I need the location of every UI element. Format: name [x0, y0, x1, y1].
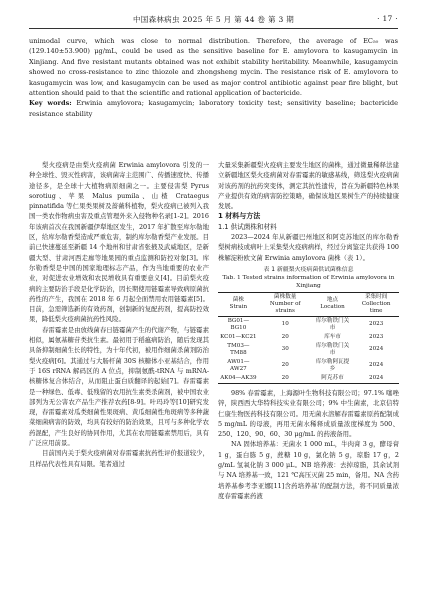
table-row: KC01—KC21 20 库车市 2023 — [220, 333, 384, 340]
keywords-text: Erwinia amylovora; kasugamycin; laboratory toxicity test; sensitivity baseline; bactericide resistance stability — [29, 99, 398, 118]
header-cell: 采集时间 Collection time — [361, 293, 391, 314]
right-paragraph-strains: 2023—2024 年从新疆巴州地区和阿克苏地区的库尔勒香梨树病枝或病叶上采集梨火疫病病样，经过分离鉴定共获得 100 株解淀粉欧文菌 Erwinia amylovora 菌株（表 1）。 — [218, 233, 399, 262]
header-rule — [29, 28, 398, 29]
page-number: · 17 · — [377, 14, 398, 23]
left-paragraph-3: 目前国内关于梨火疫病菌对春雷霉素抗药性评价报道较少，且样品代表性具有局限。笔者通过 — [29, 449, 209, 468]
section-title: 1 材料与方法 — [218, 212, 261, 221]
table-row: AW01—AW27 20 库尔勒阿瓦提乡 2024 — [227, 358, 384, 372]
right-paragraph-media: NA 固体培养基：无菌水 1 000 mL，牛肉膏 3 g，酵母膏 1 g，蛋白胨 5 g，蔗糖 10 g，氯化钠 5 g，琼脂 17 g，2 g/mL 氢氧化钠 3 000 μL。NB 培养液：去掉琼脂，其余试剂与 NA 培养基一致，121 ℃高压灭菌 25 min，备用。NA 含药培养基参考李亚娜[11]含药培养基'的配制方法，将不同质量浓度春雷霉素药液 — [218, 440, 399, 500]
table-row: TM03—TM88 30 库尔勒铁门关市 2024 — [227, 342, 384, 356]
table-row: BG01—BG10 10 库尔勒铁门关市 2023 — [227, 317, 384, 331]
strain-table-block — [218, 266, 399, 384]
header-cell: 地点 Location — [320, 297, 345, 311]
table-header-row — [218, 292, 399, 316]
right-column — [218, 160, 399, 501]
header-cell: 菌株数量 Number of strains — [269, 293, 301, 314]
table-caption-cn: 表 1 新疆梨火疫病菌供试菌株信息 — [263, 266, 354, 273]
subsection-title: 1.1 供试菌株和材料 — [218, 222, 277, 231]
strain-table — [218, 292, 399, 384]
header-cell: 菌株 Strain — [229, 297, 248, 311]
keywords-line — [29, 98, 398, 119]
right-paragraph-intro: 大量采集新疆梨火疫病主要发生地区的菌株，通过微量稀释法建立新疆地区梨火疫病菌对春雷霉素的敏感基线，筛选梨火疫病菌对该药剂的抗药突变体，测定其抗性遗传，旨在为新疆特色林果产业提供有效的病害防控策略，确保该地区果树生产的持续健康发展。 — [218, 161, 399, 211]
left-paragraph-2: 春雷霉素是由放线菌春日链霉菌产生的代谢产物，与链霉素相似，属氨基糖苷类抗生素。最初用于稻瘟病防治，随后发现其具备抑制细菌生长的特性，为十年代初，被用作细菌杀菌剂防治梨火疫病[6]。其通过与大肠杆菌 30S 核糖体小亚基结合，作用于 16S rRNA 解码区的 A 位点，抑制氨酰-tRNA 与 mRNA-核糖体复合体结合，从而阻止蛋白质翻译的起始[7]。春雷霉素是一种绿色、低毒、低残留的农用抗生素类杀菌剂，被中国农业部列为无公害农产品生产推荐农药[8-9]。叶玛玲等[10]研究发现，春雷霉素对瓜类细菌性果斑病、黄瓜细菌性角斑病等多种蔬菜细菌病害的防效，均具有较好的防治效果，且可与多种化学农药混配，产生良好的协同作用，尤其在农用链霉素禁用后，具有广泛应用前景。 — [29, 325, 209, 448]
running-title: 中国森林病虫 2025 年 5 月 第 44 卷 第 3 期 — [132, 15, 294, 24]
abstract-block — [29, 36, 398, 119]
abstract-text: unimodal curve, which was close to normal distribution. Therefore, the average of EC₅₀ was (129.140±53.900) μg/mL, could be used as the sensitive baseline for E. amylovora to kasugamycin in Xinjiang. And five resistant mutants obtained was not exhibit stability heritability. Meanwhile, kasugamycin showed no cross-resistance to zinc thiozole and zhongsheng mycin. The resistance risk of E. amylovora to kasugamycin was low, and kasugamycin can be used as major control antibiotic against pear fire blight, but attention should paid to that the scientific and rational application of bactericide. — [29, 37, 398, 98]
left-column — [29, 160, 209, 469]
table-caption-en: Tab. 1 Tested strains information of Erwinia amylovora in Xinjiang — [222, 274, 395, 289]
running-header — [29, 14, 398, 26]
left-paragraph-1: 梨火疫病是由梨火疫病菌 Erwinia amylovora 引发的一种全球性、毁灭性病害，该病菌寄主范围广、传播速度快、传播途径多，是全球十大植物病原细菌之一。主要侵害梨 Pyrus sorotiug、苹果 Malus pumila、山楂 Crataegus pinnatifida 等仁果类果树及蔷薇科植物，梨火疫病已被列入我国一类农作物病虫害及重点管理外来入侵物种名录[1-2]。2016 年该病首次在我国新疆伊犁地区发生，2017 年扩散至库尔勒地区，给库尔勒香梨造成严重危害，制约库尔勒香梨产业发展。目前已快速蔓延至新疆 14 个地州和甘肃省张掖及武威地区，是新疆大型、甘肃河西走廊等地果园的重点监测和防控对象[3]。库尔勒香梨是中国的国家地理标志产品，作为当地重要的农业产业，对促进农业增效和农民增收具有重要意义[4]。目前梨火疫病的主要防治手段是化学防治，因长期使用链霉素导致病原菌抗药性的产生，我国在 2018 年 6 月起全面禁用农用链霉素[5]。目前，急需筛选新的有效药剂，创制新的复配药剂，提高防控效果，降低梨火疫病菌抗药性风险。 — [29, 161, 209, 324]
table-row: AK04—AK39 20 阿克苏市 2024 — [218, 374, 399, 384]
keywords-label: Key words: — [29, 99, 72, 108]
right-paragraph-reagents: 98% 春雷霉素，上海源叶生物科技有限公司；97.1% 噻唑锌，陕西西大华特科技实业有限公司；9% 中生菌素，北京信特仁康生物医药科技有限公司。用无菌水溶解春雷霉素原药配制成 5 mg/mL 的母液，再用无菌水稀释成质量浓度梯度为 500、250、120、90、60、30 μg/mL 的药液备用。 — [218, 388, 399, 439]
